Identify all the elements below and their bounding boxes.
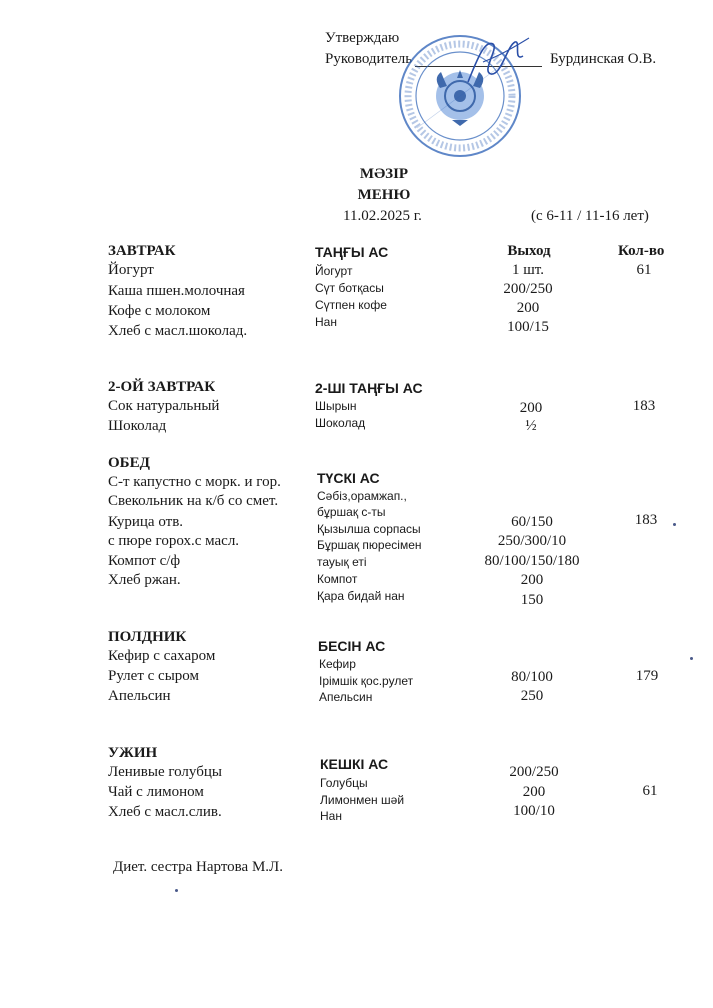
dietitian-signature: Диет. сестра Нартова М.Л. — [113, 859, 283, 875]
column-quantity: Кол-во — [618, 243, 665, 259]
lunch-quantity: 183 — [634, 512, 658, 528]
scan-speck — [673, 523, 676, 526]
lunch-ru-item: С-т капустно с морк. и гор. — [108, 474, 281, 490]
snack-kz-item: Кефир — [319, 657, 356, 671]
breakfast-output: 1 шт. — [512, 262, 544, 278]
lunch-ru-item: Хлеб ржан. — [108, 572, 181, 588]
breakfast2-quantity: 183 — [632, 398, 656, 414]
signature-scribble-icon — [463, 32, 533, 92]
snack-output: 80/100 — [511, 669, 553, 685]
lunch-ru-item: с пюре горох.с масл. — [108, 533, 240, 549]
breakfast-kz-item: Йогурт — [315, 264, 353, 278]
lunch-kz-item: Компот — [317, 572, 358, 586]
scan-speck — [175, 889, 178, 892]
dinner-output: 200 — [522, 784, 546, 800]
lunch-output: 80/100/150/180 — [484, 553, 580, 569]
approval-label: Утверждаю — [325, 30, 400, 46]
breakfast-ru-item: Йогурт — [108, 262, 154, 278]
dinner-output: 200/250 — [509, 764, 559, 780]
lunch-kz-item: Қара бидай нан — [317, 589, 405, 603]
menu-date: 11.02.2025 г. — [343, 208, 422, 224]
section-breakfast-kz: ТАҢҒЫ АС — [315, 244, 389, 260]
breakfast2-output: ½ — [525, 418, 537, 434]
title-kz: МӘЗІР — [359, 166, 409, 182]
dinner-ru-item: Хлеб с масл.слив. — [108, 804, 222, 820]
dinner-kz-item: Нан — [320, 809, 342, 823]
snack-ru-item: Кефир с сахаром — [108, 648, 216, 664]
approval-position: Руководитель — [325, 51, 413, 67]
section-breakfast2-ru: 2-ОЙ ЗАВТРАК — [108, 379, 216, 395]
column-output: Выход — [507, 243, 551, 259]
lunch-kz-item: Қызылша сорпасы — [317, 522, 421, 536]
section-lunch-kz: ТҮСКІ АС — [317, 470, 380, 486]
breakfast2-ru-item: Сок натуральный — [108, 398, 220, 414]
breakfast-ru-item: Каша пшен.молочная — [108, 283, 245, 299]
dinner-ru-item: Ленивые голубцы — [108, 764, 222, 780]
breakfast-ru-item: Хлеб с масл.шоколад. — [108, 323, 248, 339]
lunch-output: 150 — [520, 592, 544, 608]
breakfast-output: 200/250 — [503, 281, 553, 297]
snack-ru-item: Рулет с сыром — [108, 668, 199, 684]
lunch-kz-item: Сәбіз,орамжап., — [317, 489, 407, 503]
breakfast2-output: 200 — [519, 400, 543, 416]
breakfast-kz-item: Сүтпен кофе — [315, 298, 387, 312]
breakfast2-ru-item: Шоколад — [108, 418, 167, 434]
breakfast-output: 100/15 — [507, 319, 549, 335]
section-dinner-ru: УЖИН — [108, 745, 158, 761]
dinner-kz-item: Голубцы — [320, 776, 368, 790]
section-lunch-ru: ОБЕД — [108, 455, 150, 471]
section-snack-kz: БЕСІН АС — [318, 638, 386, 654]
breakfast-ru-item: Кофе с молоком — [108, 303, 211, 319]
title-ru: МЕНЮ — [357, 187, 411, 203]
section-snack-ru: ПОЛДНИК — [108, 629, 187, 645]
breakfast-quantity: 61 — [636, 262, 652, 278]
snack-kz-item: Апельсин — [319, 690, 373, 704]
breakfast-kz-item: Нан — [315, 315, 337, 329]
approval-name: Бурдинская О.В. — [550, 51, 657, 67]
lunch-output: 200 — [520, 572, 544, 588]
breakfast-kz-item: Сүт ботқасы — [315, 281, 384, 295]
lunch-ru-item: Компот с/ф — [108, 553, 181, 569]
lunch-ru-item: Курица отв. — [108, 514, 184, 530]
snack-ru-item: Апельсин — [108, 688, 171, 704]
section-breakfast-ru: ЗАВТРАК — [108, 243, 176, 259]
breakfast2-kz-item: Шырын — [315, 399, 357, 413]
breakfast-output: 200 — [516, 300, 540, 316]
lunch-kz-item: тауық еті — [317, 555, 367, 569]
snack-quantity: 179 — [635, 668, 659, 684]
lunch-kz-item: бұршақ с-ты — [317, 505, 386, 519]
lunch-output: 250/300/10 — [497, 533, 567, 549]
snack-kz-item: Ірімшік қос.рулет — [319, 674, 414, 688]
age-group: (с 6-11 / 11-16 лет) — [531, 208, 649, 224]
scan-speck — [690, 657, 693, 660]
breakfast2-kz-item: Шоколад — [315, 416, 366, 430]
lunch-ru-item: Свекольник на к/б со смет. — [108, 493, 279, 509]
section-dinner-kz: КЕШКІ АС — [320, 756, 389, 772]
dinner-quantity: 61 — [642, 783, 658, 799]
snack-output: 250 — [520, 688, 544, 704]
lunch-kz-item: Бұршақ пюресімен — [317, 538, 422, 552]
dinner-kz-item: Лимонмен шәй — [320, 793, 405, 807]
section-breakfast2-kz: 2-ШІ ТАҢҒЫ АС — [315, 380, 423, 396]
dinner-ru-item: Чай с лимоном — [108, 784, 204, 800]
lunch-output: 60/150 — [511, 514, 553, 530]
dinner-output: 100/10 — [513, 803, 555, 819]
